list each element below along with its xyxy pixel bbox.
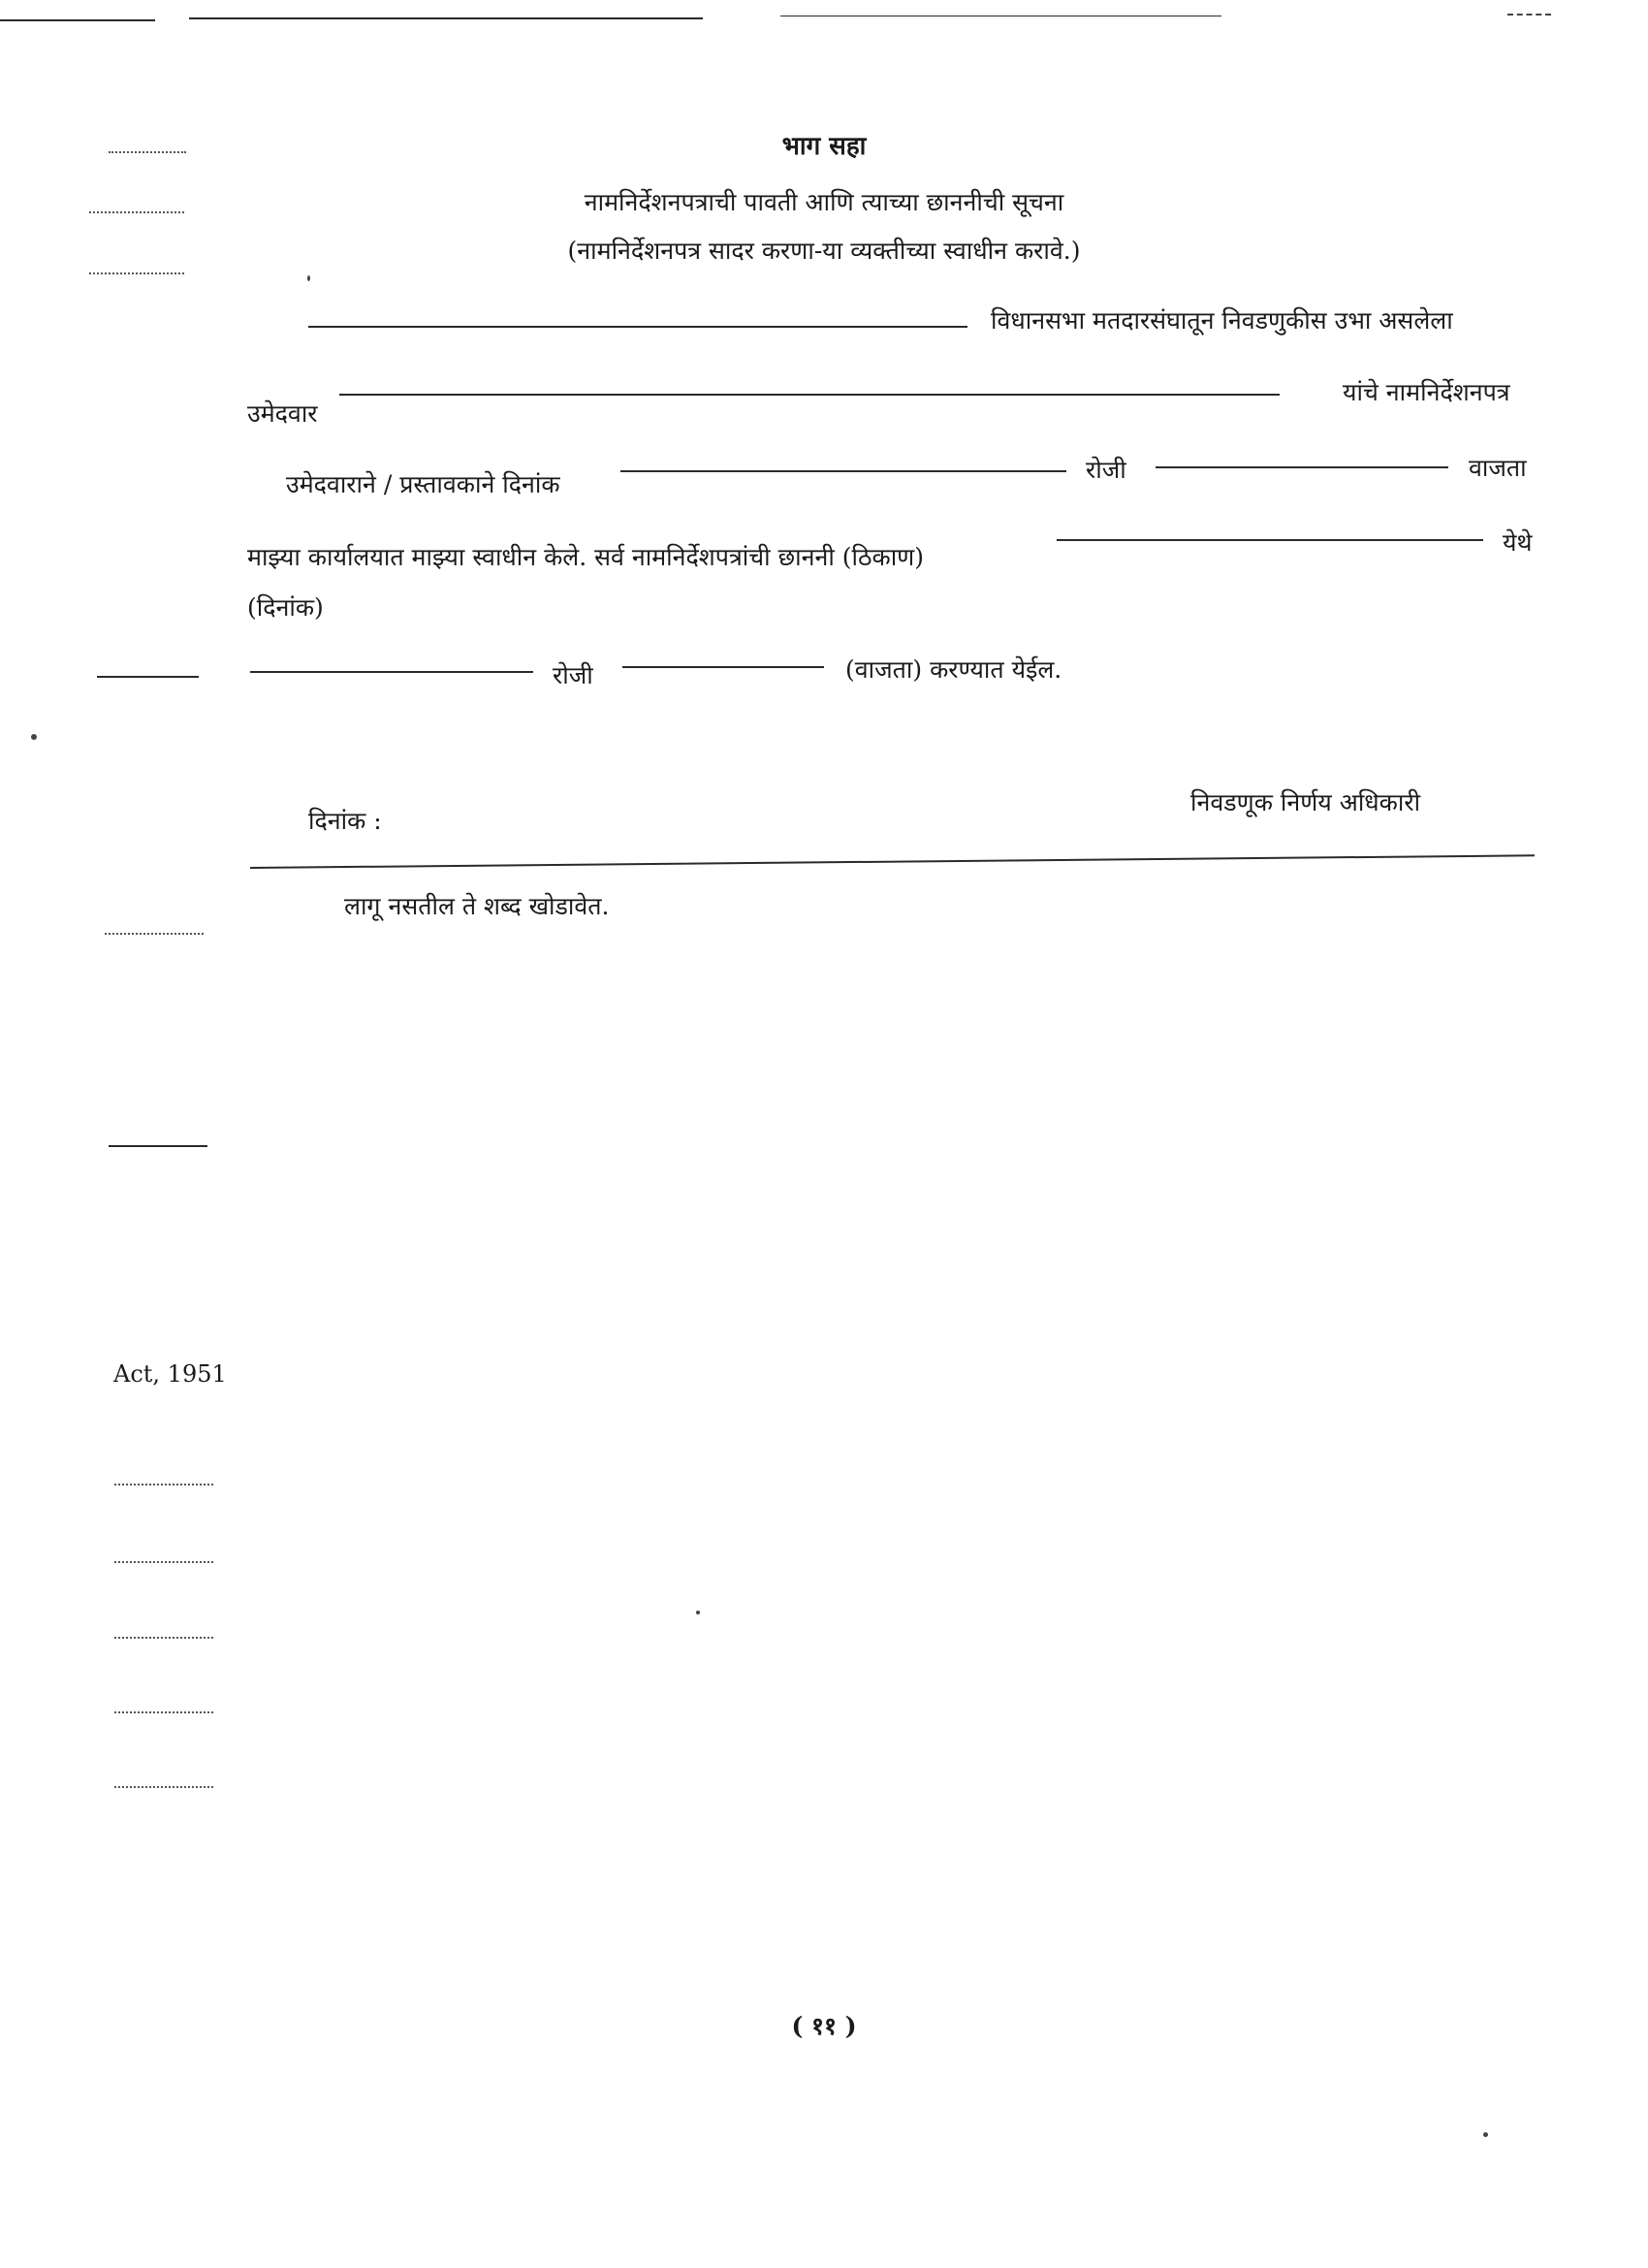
page-number: ( ११ )	[791, 2012, 857, 2040]
candidate-label: उमेदवार	[247, 399, 318, 428]
scan-speck	[696, 1611, 700, 1614]
top-edge-rule-4	[1507, 14, 1551, 16]
margin-dotted-line	[114, 1637, 213, 1639]
form-subtitle: (नामनिर्देशनपत्र सादर करणा-या व्यक्तीच्या स्वाधीन करावे.)	[567, 237, 1081, 265]
candidate-name-blank	[339, 394, 1280, 396]
line5-date-label: (दिनांक)	[247, 593, 324, 622]
margin-dotted-line	[105, 933, 204, 935]
time-blank	[1156, 466, 1448, 468]
margin-dotted-line	[89, 272, 184, 274]
line6-roji: रोजी	[553, 661, 593, 689]
margin-rule	[97, 676, 199, 678]
line4-text: माझ्या कार्यालयात माझ्या स्वाधीन केले. सर्व नामनिर्देशपत्रांची छाननी (ठिकाण)	[247, 543, 925, 571]
place-blank	[1057, 539, 1483, 541]
returning-officer-label: निवडणूक निर्णय अधिकारी	[1190, 788, 1421, 816]
margin-dotted-line	[114, 1711, 213, 1713]
line1-text: विधानसभा मतदारसंघातून निवडणुकीस उभा असलेला	[991, 306, 1453, 335]
constituency-blank	[308, 326, 967, 328]
line2-text: यांचे नामनिर्देशनपत्र	[1343, 378, 1510, 406]
signature-separator	[250, 854, 1535, 869]
margin-dotted-line	[114, 1786, 213, 1788]
scan-speck	[31, 734, 37, 740]
scrutiny-time-blank	[622, 666, 824, 668]
margin-rule	[109, 1145, 207, 1147]
footnote: लागू नसतील ते शब्द खोडावेत.	[344, 892, 610, 920]
form-title: नामनिर्देशनपत्राची पावती आणि त्याच्या छाननीची सूचना	[584, 188, 1064, 216]
date-label: दिनांक :	[308, 807, 382, 835]
top-edge-rule-1	[0, 19, 155, 21]
line4-tail: येथे	[1503, 528, 1533, 557]
top-edge-rule-2	[189, 17, 703, 19]
line3-roji: रोजी	[1086, 456, 1126, 484]
proposer-date-label: उमेदवाराने / प्रस्तावकाने दिनांक	[286, 470, 560, 498]
line6-text: (वाजता) करण्यात येईल.	[845, 655, 1062, 684]
scan-speck	[307, 275, 310, 281]
line3-time: वाजता	[1469, 454, 1527, 482]
scrutiny-date-blank	[250, 671, 533, 673]
margin-act-text: Act, 1951	[113, 1360, 227, 1388]
scan-speck	[1483, 2132, 1488, 2137]
margin-dotted-line	[114, 1484, 213, 1485]
part-heading: भाग सहा	[781, 132, 867, 161]
date-blank	[620, 470, 1066, 472]
margin-dotted-line	[114, 1561, 213, 1563]
